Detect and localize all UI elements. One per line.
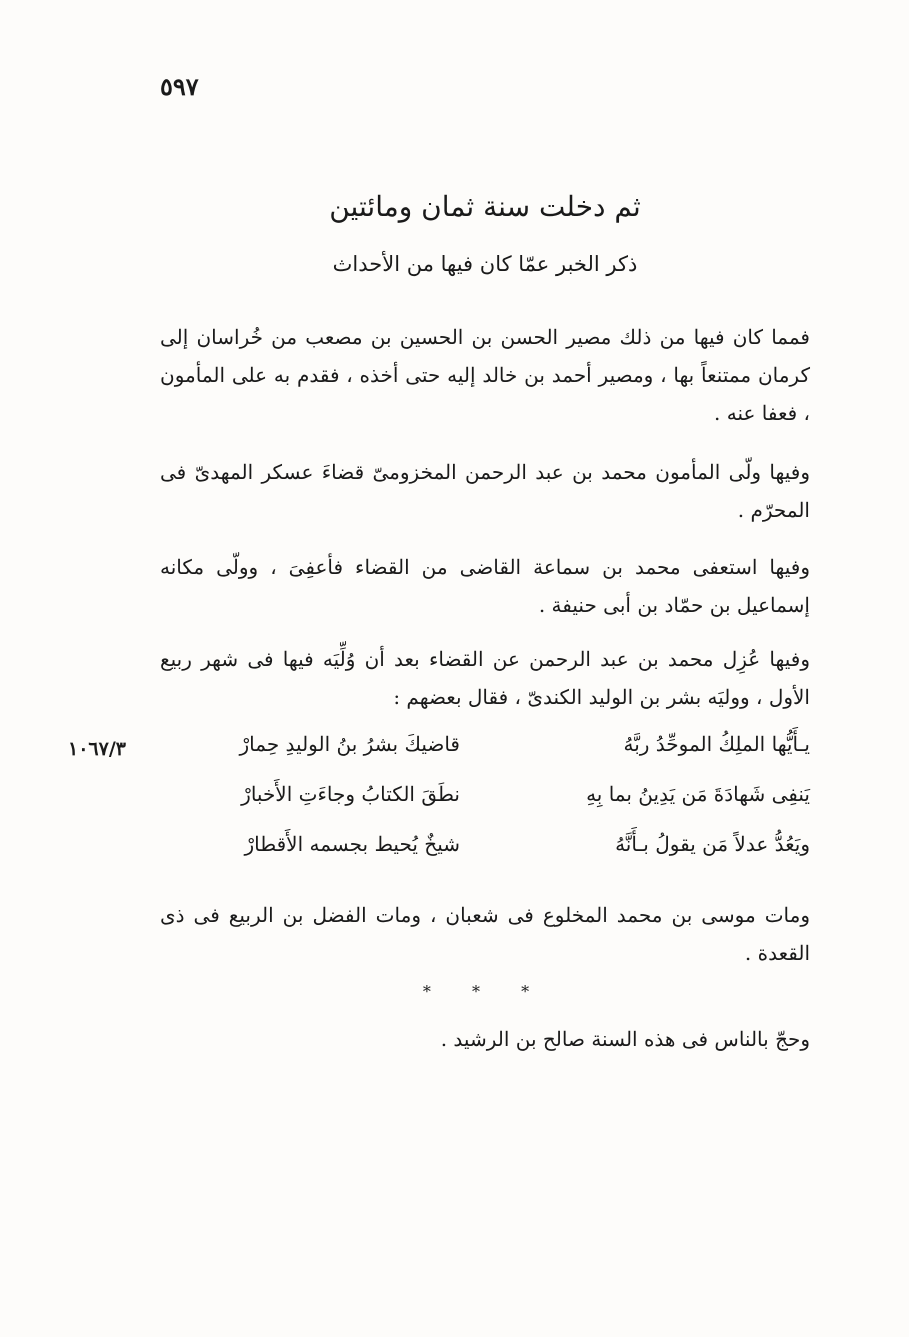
verse-second-hemistich: شيخٌ يُحيط بجسمه الأَقطارْ <box>244 832 460 856</box>
verse-second-hemistich: قاضيكَ بشرُ بنُ الوليدِ حِمارْ <box>239 732 460 756</box>
closing-paragraph: وحجّ بالناس فى هذه السنة صالح بن الرشيد . <box>440 1027 810 1051</box>
margin-reference: ١٠٦٧/٣ <box>68 738 126 760</box>
verse-first-hemistich: ويَعُدُّ عدلاً مَن يقولُ بـأَنَّهُ <box>615 832 810 856</box>
paragraph: وفيها عُزِل محمد بن عبد الرحمن عن القضاء بعد أن وُلِّيَه فيها فى شهر ربيع الأول ، ووليَه بشر بن الوليد الكندىّ ، فقال بعضهم : <box>160 647 810 709</box>
paragraph: فمما كان فيها من ذلك مصير الحسن بن الحسين بن مصعب من خُراسان إلى كرمان ممتنعاً بها ، ومصير أحمد بن خالد إليه حتى أخذه ، فقدم به على المأمون ، فعفا عنه . <box>160 325 810 425</box>
verse-first-hemistich: يـأَيُّها الملِكُ الموحِّدُ ربَّهُ <box>623 732 810 756</box>
paragraph: وفيها استعفى محمد بن سماعة القاضى من القضاء فأعفِىَ ، وولّى مكانه إسماعيل بن حمّاد بن أبى حنيفة . <box>160 555 810 617</box>
paragraph: وفيها ولّى المأمون محمد بن عبد الرحمن المخزومىّ قضاءَ عسكر المهدىّ فى المحرّم . <box>160 460 810 522</box>
verse-line <box>160 732 810 772</box>
chapter-subtitle: ذكر الخبر عمّا كان فيها من الأحداث <box>332 252 638 276</box>
section-separator: * * * <box>422 982 548 1001</box>
paragraph: ومات موسى بن محمد المخلوع فى شعبان ، ومات الفضل بن الربيع فى ذى القعدة . <box>160 903 810 965</box>
verse-line <box>160 782 810 822</box>
verse-second-hemistich: نطَقَ الكتابُ وجاءَتِ الأَخبارْ <box>241 782 460 806</box>
page-number: ٥٩٧ <box>160 72 199 101</box>
verse-line <box>160 832 810 872</box>
chapter-title: ثم دخلت سنة ثمان ومائتين <box>329 190 641 223</box>
verse-first-hemistich: يَنفِى شَهادَةَ مَن يَدِينُ بما بِهِ <box>586 782 810 806</box>
